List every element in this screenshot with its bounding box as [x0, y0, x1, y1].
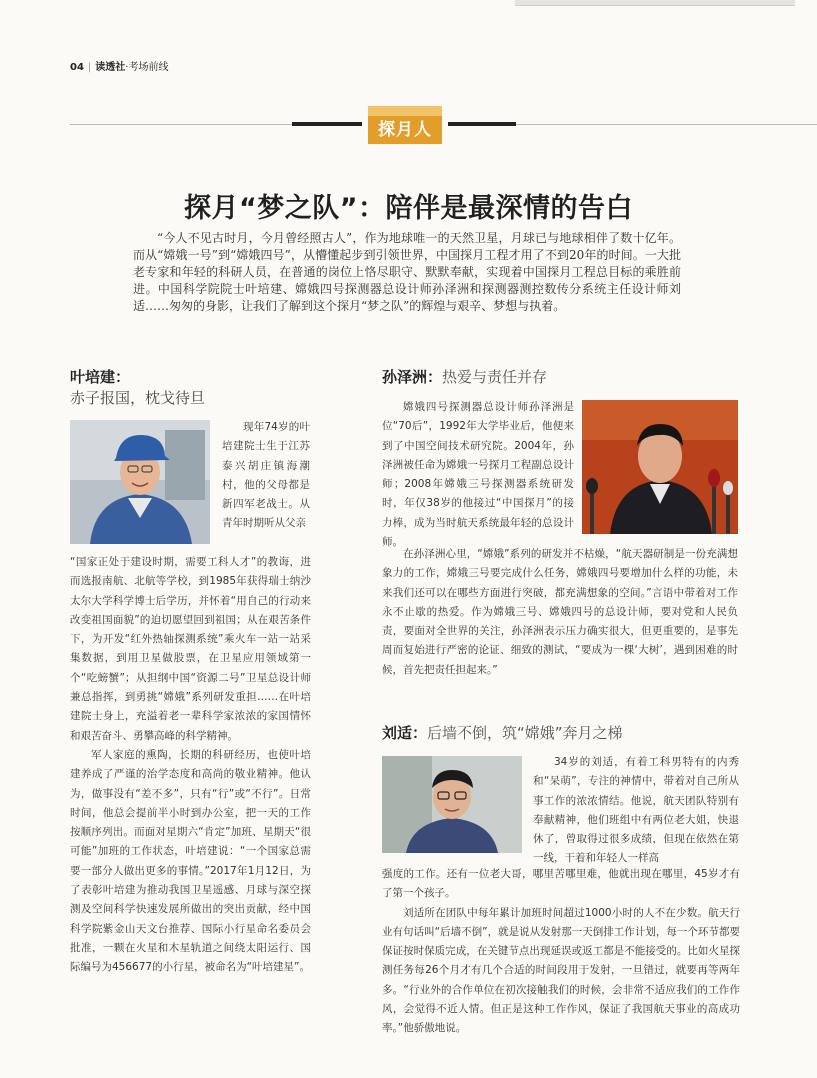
- sun-paragraph: 在孙泽洲心里，“嫦娥”系列的研发并不枯燥，“航天器研制是一份充满想象力的工作，嫦娥三号要完成什么任务，嫦娥四号要增加什么样的功能，未来我们还可以在哪些方面进行突破，都充满想象的空间。”言语中带着对工作永不止歇的热爱。作为嫦娥三号、嫦娥四号的总设计师，要对党和人民负责，要面对全世界的关注，孙泽洲表示压力确实很大，但更重要的，是事先周而复始进行严密的论证、细致的测试，“要成为一棵‘大树’，遇到困难的时候，首先把责任担起来。”: [382, 548, 738, 676]
- ye-top-paragraph: 现年74岁的叶培建院士生于江苏泰兴胡庄镇海潮村，他的父母都是新四军老战士。从青年时期听从父亲: [222, 421, 310, 530]
- sun-heading: [382, 366, 547, 387]
- liu-top-paragraph: 34岁的刘适，有着工科男特有的内秀和“呆萌”，专注的神情中，带着对自己所从事工作的浓浓情结。他说，航天团队特别有奉献精神，他们班组中有两位老大姐，快退休了，曾取得过很多成绩，但现在依然在第一线，干着和年轻人一样高: [533, 756, 739, 865]
- top-tab-decoration: [515, 0, 795, 6]
- ye-body: [70, 553, 311, 978]
- liu-body: [382, 865, 740, 1039]
- liu-top-text: [533, 753, 739, 869]
- page-header: [70, 58, 168, 73]
- sun-body: [382, 545, 738, 680]
- header-separator: |: [87, 62, 92, 73]
- ye-subtitle: 赤子报国，枕戈待旦: [70, 389, 206, 407]
- column-name: ·考场前线: [125, 62, 169, 73]
- section-bar-left: [292, 122, 362, 126]
- section-bar-right: [448, 122, 516, 126]
- sun-top-text: [382, 398, 574, 552]
- section-badge-label: 探月人: [378, 120, 432, 140]
- liu-name: 刘适：: [382, 724, 428, 742]
- liu-photo: [382, 756, 522, 853]
- ye-top-text: [222, 418, 310, 534]
- page-number: 04: [70, 62, 84, 73]
- liu-subtitle: 后墙不倒，筑“嫦娥”奔月之梯: [427, 724, 623, 742]
- magazine-name: 读透社: [95, 62, 126, 73]
- sun-name: 孙泽洲：: [382, 368, 443, 386]
- section-rule-right: [516, 124, 817, 125]
- sun-top-paragraph: 嫦娥四号探测器总设计师孙泽洲是位“70后”，1992年大学毕业后，他便来到了中国空间技术研究院。2004年，孙泽洲被任命为嫦娥一号探月工程副总设计师；2008年嫦娥三号探测器系统研发时，年仅38岁的他接过“中国探月”的接力棒，成为当时航天系统最年轻的总设计师。: [382, 401, 574, 549]
- ye-paragraph: 军人家庭的熏陶，长期的科研经历，也使叶培建养成了严谨的治学态度和高尚的敬业精神。他认为，做事没有“差不多”，只有“行”或“不行”。日常时间，他总会提前半小时到办公室，把一天的工作按顺序列出。而面对星期六“肯定”加班、星期天“很可能”加班的工作状态，叶培建说：“一个国家总需要一部分人做出更多的事情。”2017年1月12日，为了表彰叶培建为推动我国卫星遥感、月球与深空探测及空间科学快速发展所做出的突出贡献，经中国科学院紫金山天文台推荐、国际小行星命名委员会批准，一颗在火星和木星轨道之间绕太阳运行、国际编号为456677的小行星，被命名为“叶培建星”。: [70, 748, 311, 974]
- sun-photo: [582, 400, 738, 534]
- sun-subtitle: 热爱与责任并存: [442, 368, 548, 386]
- section-rule-left: [70, 124, 292, 125]
- ye-name: 叶培建：: [70, 368, 131, 386]
- liu-paragraph: 强度的工作。还有一位老大哥，哪里苦哪里难，他就出现在哪里，45岁才有了第一个孩子。: [382, 868, 740, 900]
- ye-heading: [70, 366, 130, 387]
- liu-paragraph: 刘适所在团队中每年累计加班时间超过1000小时的人不在少数。航天行业有句话叫“后墙不倒”，就是说从发射那一天倒排工作计划，每一个环节都要保证按时保质完成，在关键节点出现延误或返工都是不能接受的。比如火星探测任务每26个月才有几个合适的时间段用于发射，一旦错过，就要再等两年多。“行业外的合作单位在初次接触我们的时候，会非常不适应我们的工作作风，会觉得不近人情。但正是这种工作作风，保证了我国航天事业的高成功率。”他骄傲地说。: [382, 906, 740, 1035]
- ye-photo: [70, 420, 210, 544]
- article-intro: “今人不见古时月，今月曾经照古人”，作为地球唯一的天然卫星，月球已与地球相伴了数十亿年。而从“嫦娥一号”到“嫦娥四号”，从懵懂起步到引领世界，中国探月工程才用了不到20年的时间。一大批老专家和年轻的科研人员，在普通的岗位上恪尽职守、默默奉献，实现着中国探月工程总目标的乘胜前进。中国科学院院士叶培建、嫦娥四号探测器总设计师孙泽洲和探测器测控数传分系统主任设计师刘适……匆匆的身影，让我们了解到这个探月“梦之队”的辉煌与艰辛、梦想与执着。: [133, 231, 681, 313]
- section-badge: [368, 106, 442, 144]
- liu-heading: [382, 722, 623, 743]
- article-title: 探月“梦之队”：陪伴是最深情的告白: [184, 193, 633, 224]
- ye-paragraph: “国家正处于建设时期，需要工科人才”的教诲，进而选报南航、北航等学校，到1985年获得瑞士纳沙太尔大学科学博士后学历，并怀着“用自己的行动来改变祖国面貌”的迫切愿望回到祖国；从在艰苦条件下，为开发“红外热轴探测系统”乘火车一站一站采集数据，到用卫星做股票，在卫星应用领域第一个“吃螃蟹”；从担纲中国“资源二号”卫星总设计师兼总指挥，到勇挑“嫦娥”系列研发重担……在叶培建院士身上，充溢着老一辈科学家浓浓的家国情怀和艰苦奋斗、勇攀高峰的科学精神。: [70, 556, 311, 742]
